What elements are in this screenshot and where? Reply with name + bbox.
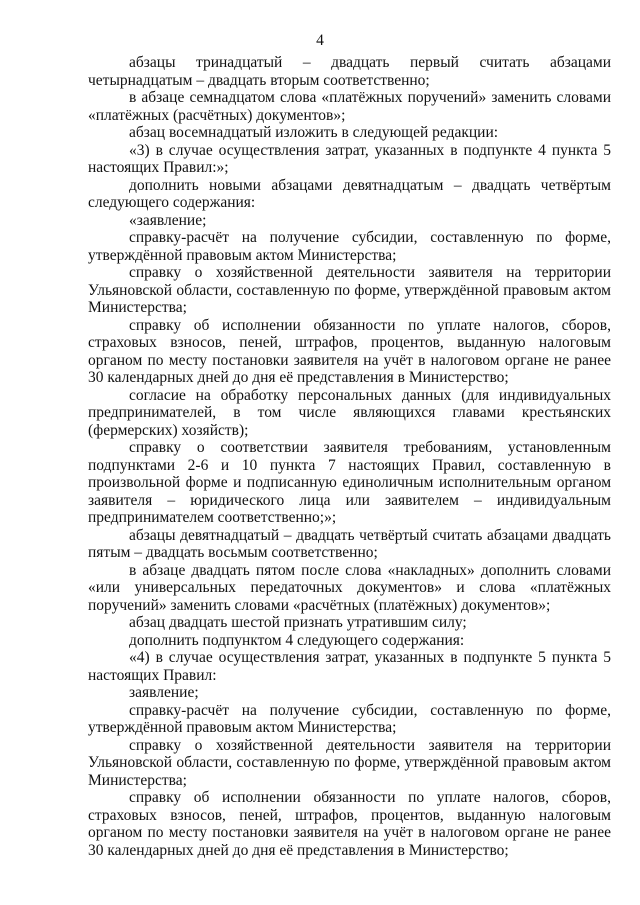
paragraph: «3) в случае осуществления затрат, указанных в подпункте 4 пункта 5 настоящих Правил:»; [88, 141, 611, 176]
paragraph: в абзаце семнадцатом слова «платёжных поручений» заменить словами «платёжных (расчётных) документов»; [88, 89, 611, 124]
paragraph: заявление; [129, 684, 199, 701]
paragraph: дополнить подпунктом 4 следующего содержания: [129, 631, 465, 649]
paragraph: в абзаце двадцать пятом после слова «накладных» дополнить словами «или универсальных передаточных документов» и слова «платёжных поручений» заменить словами «расчётных (платёжных) документов»; [88, 561, 611, 614]
paragraph: абзацы тринадцатый – двадцать первый считать абзацами четырнадцатым – двадцать вторым соответственно; [88, 54, 611, 89]
paragraph: справку о хозяйственной деятельности заявителя на территории Ульяновской области, составленную по форме, утверждённой правовым актом Министерства; [88, 264, 611, 316]
paragraph: «4) в случае осуществления затрат, указанных в подпункте 5 пункта 5 настоящих Правил: [88, 649, 611, 684]
paragraph: согласие на обработку персональных данных (для индивидуальных предпринимателей, в том числе являющихся главами крестьянских (фермерских) хозяйств); [88, 386, 611, 439]
paragraph: справку о соответствии заявителя требованиям, установленным подпунктами 2-6 и 10 пункта 7 настоящих Правил, составленную в произвольной форме и подписанную единоличным исполнительным органом заявителя – юридического лица или заявителем – индивидуальным предпринимателем соответственно;»; [88, 439, 611, 526]
paragraph: справку-расчёт на получение субсидии, составленную по форме, утверждённой правовым актом Министерства; [88, 701, 611, 736]
document-body [88, 54, 611, 859]
paragraph: «заявление; [129, 211, 207, 229]
paragraph: справку об исполнении обязанности по уплате налогов, сборов, страховых взносов, пеней, штрафов, процентов, выданную налоговым органом по месту постановки заявителя на учёт в налоговом органе не ранее 30 календарных дней до дня её представления в Министерство; [88, 789, 611, 859]
paragraph: абзац двадцать шестой признать утратившим силу; [129, 614, 467, 631]
paragraph: справку о хозяйственной деятельности заявителя на территории Ульяновской области, составленную по форме, утверждённой правовым актом Министерства; [88, 736, 611, 789]
paragraph: справку об исполнении обязанности по уплате налогов, сборов, страховых взносов, пеней, штрафов, процентов, выданную налоговым органом по месту постановки заявителя на учёт в налоговом органе не ранее 30 календарных дней до дня её представления в Министерство; [88, 316, 611, 386]
paragraph: абзацы девятнадцатый – двадцать четвёртый считать абзацами двадцать пятым – двадцать восьмым соответственно; [88, 526, 611, 561]
paragraph: справку-расчёт на получение субсидии, составленную по форме, утверждённой правовым актом Министерства; [88, 229, 611, 264]
paragraph: абзац восемнадцатый изложить в следующей редакции: [129, 124, 499, 141]
page-number: 4 [316, 32, 324, 49]
paragraph: дополнить новыми абзацами девятнадцатым – двадцать четвёртым следующего содержания: [88, 176, 611, 211]
